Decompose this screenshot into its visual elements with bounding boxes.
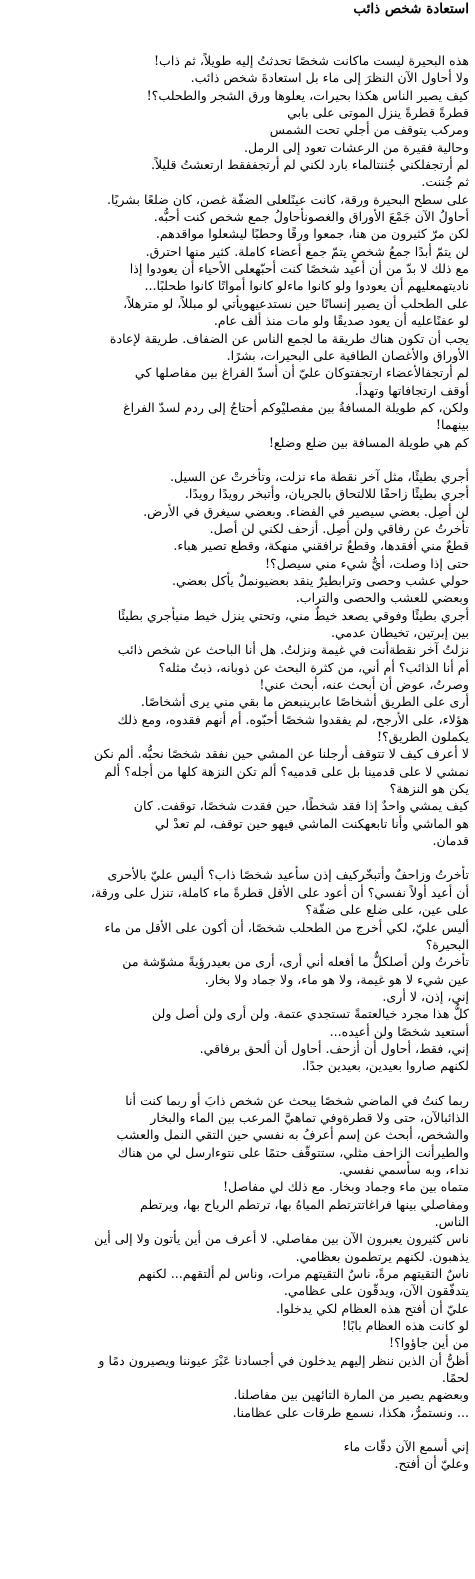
poem-line: ناسٌ التقيتهم مرةً، ناسٌ التقيتهم مرات، وناس لم ألتقهم... لكنهم — [137, 1266, 469, 1282]
poem-line: كيف يصير الناس هكذا بحيرات، يعلوها ورق الشجر والطحلب؟! — [146, 87, 469, 103]
poem-line: لكن مرّ كثيرون من هنا، جمعوا ورقًا وحطبًا ليشعلوا مواقدهم. — [155, 226, 469, 242]
stanza — [5, 866, 469, 1074]
poem-line: عين شيء لا هو غيمة، ولا هو ماء، ولا جماد ولا بخار. — [204, 971, 469, 987]
poem-line: وحالية فقيرة من الرعشات تعود إلى الرمل. — [243, 139, 469, 155]
poem-line: هو الماشي وأنا تابعهكنت الماشي فيهو حين توقف، لم تعدْ لي — [154, 815, 469, 831]
poem-line: عليّ أن أفتح هذه العظام لكي يدخلوا. — [276, 1300, 469, 1316]
poem-line: لكنهم صاروا بعيدين، بعيدين جدًا. — [301, 1058, 469, 1074]
poem-line: لا أعرف كيف لا تتوقف أرجلنا عن المشي حين نفقد شخصًا نحبُّه. ألم نكن — [93, 746, 469, 762]
poem-line: لن أصِل. بعضي سيصير في الفضاء. وبعضي سيغرق في الأرض. — [143, 503, 469, 519]
poem-line: مع ذلك لا بدّ من أن أعيد شخصًا كنت أحبّهعلى الأحياء أن يعودوا إذا — [129, 261, 469, 277]
poem-line: على عين، على ضلع على ضفّة؟ — [305, 902, 469, 918]
poem-line: الناس. — [434, 1214, 469, 1229]
poem-line: قدمان. — [432, 833, 469, 849]
poem-line: قطعٌ مني أفقدها، وقطعٌ ترافقني منهكة، وقطع تصير هباء. — [173, 538, 469, 554]
poem-line: أرى على الطريق أشخاصًا عابرينبعض ما بقي مني يرى أشخاصًا. — [140, 694, 469, 710]
poem-line: لحمًا. — [441, 1370, 469, 1386]
poem-line: ومفاصلي بينها فراغاتترتطم المياهُ بها، ترتطم الرياح بها، ويرتطم — [140, 1196, 469, 1212]
poem-line: قطرةً قطرةً ينزل الموتى على بابي — [287, 105, 469, 121]
poem-line: والطيرأنت الزاحف مثلي، ستتوقّف حتمًا على نتوءارسل لي من هناك — [117, 1144, 469, 1160]
poem-line: لن يتمّ أبدًا جمعُ شخصٍ يتمّ جمع أعضاء كاملة. كثير منها احترق. — [145, 243, 469, 259]
poem-line: ومركب يتوقف من أجلي تحت الشمس — [269, 122, 469, 138]
poem-line: والشخص، أبحث عن إسم أعرفُ به نفسي حين التقي النمل والعشب — [116, 1127, 469, 1143]
poem-line: أم أنا الذائب؟ أم أني، من كثرة البحث عن ذوبانه، ذبتُ مثله؟ — [158, 659, 469, 675]
poem-line: وبعضهم يصير من المارة التائهين بين مفاصلنا. — [233, 1387, 469, 1403]
poem-line: وصرتُ، عوض أن أبحث عنه، أبحث عني! — [259, 677, 469, 693]
poem-line: كلُّ هذا مجرد خيالعتمةً تستجدي عتمة. ولن أرى ولن أصل ولن — [151, 1006, 469, 1022]
poem-line: إني، إذن، لا أرى. — [382, 988, 469, 1004]
poem-line: الذائبالآن، حتى ولا قطرةوفي تماهيَّ المرعب بين الماء والبخار — [150, 1109, 469, 1125]
poem-line: ناس كثيرون يعبرون الآن بين مفاصلي. لا أعرف من أين يأتون ولا إلى أين — [94, 1231, 469, 1247]
poem-line: نمشي لا على قدمينا بل على قدميه؟ ألم تكن النزهة كلها من أجله؟ ألم — [104, 763, 469, 779]
poem-line: أن أعيد أولاً نفسي؟ أن أعود على الأقل قطرةً ماء كاملة، تنزل على ورقة، — [90, 884, 469, 900]
poem-line: تأخرتُ ولن أصلكلٌّ ما أفعله أني أرى، أرى من بعيدرؤيةً مشوّشة من — [122, 954, 469, 970]
poem-line: حولي عشب وحصى وترابطيرٌ ينقد بعضيونملٌ يأكل بعضي. — [172, 572, 469, 588]
poem-line: ثم جُننت. — [421, 174, 469, 190]
poem-line: نداء، وبه سأسمي نفسي. — [338, 1161, 469, 1177]
poem-line: على الطحلب أن يصير إنسانًا حين نستدعيهويأتي لو مبللاً، لو مترهلاً، — [123, 295, 469, 311]
poem-line: متماه بين ماء وجماد وبخار. مع ذلك لي مفاصل! — [222, 1179, 469, 1195]
stanza — [5, 1092, 469, 1422]
poem-line: أحاولُ الآن جَمْعَ الأوراق والغصونأحاولُ جمع شخص كنت أحبُّه. — [153, 209, 469, 225]
poem-line: هؤلاء، على الأرجح، لم يفقدوا شخصًا أحبّوه. أم أنهم فقدوه، ومع ذلك — [117, 711, 469, 727]
stanza — [5, 1438, 469, 1473]
poem-line: إني، فقط، أحاول أن أزحف. أحاول أن ألحق برفاقي. — [199, 1040, 469, 1056]
poem-line: أجري بطيئًا زاحفًا للالتحاق بالجريان، وأتبخر رويدًا رويدًا. — [184, 486, 469, 502]
poem-line: بينهما! — [435, 417, 469, 433]
poem-line: بين إبرتين، تخيطان عدمي. — [330, 625, 469, 640]
poem-line: تأخرتُ عن رفاقي ولن أصِل. أزحف لكني لن أصل. — [209, 520, 469, 536]
poem-line: لم أرتجفالأعضاء ارتجفتوكان عليّ أن أسدّ الفراغ بين مفاصلها كي — [134, 365, 469, 381]
poem-line: ربما كنتُ في الماضي شخصًا يبحث عن شخص ذابَ أو ربما كنت أنا — [125, 1092, 469, 1108]
poem-line: وبعضي للعشب والحصى والتراب. — [295, 590, 469, 606]
poem-line: لم أرتجفلكني جُننتالماء بارد لكني لم أرتجففقط ارتعشتُ قليلاً. — [150, 157, 469, 173]
poem-line: يكملون الطريق؟! — [376, 729, 469, 745]
poem-line: لو عفنًاعليه أن يعود صديقًا ولو مات منذ ألف عام. — [213, 313, 469, 329]
poem-line: كم هي طويلة المسافة بين ضلع وضلع! — [268, 434, 469, 450]
poem-line: نزلتُ آخر نقطةأنت في غيمة ونزلتُ. هل أنا الباحث عن شخص ذائب — [117, 642, 469, 658]
poem-line: أوقف ارتجافاتها وتهدأ. — [354, 382, 469, 398]
poem-line: ولا أحاول الآن النظرَ إلى ماء بل استعادةَ شخص ذائب. — [190, 70, 469, 86]
poem-line: يجب أن تكون هناك طريقة ما لجمع الناس عن الضفاف. طريقة لإعادة — [109, 330, 469, 346]
poem-line: تأخرتُ وزاحفٌ وأتبخّركيف إذن سأعيد شخصًا ذاب؟ أليس عليّ بالأحرى — [107, 867, 469, 883]
poem-body — [5, 52, 469, 1473]
poem-line: يذهبون. لكنهم يرتطمون بعظامي. — [295, 1248, 469, 1264]
page-title: استعادة شخص ذائب — [353, 1, 469, 17]
poem-line: يكن هو النزهة؟ — [389, 781, 469, 797]
poem-line: إني أسمع الآن دقّات ماء — [343, 1439, 469, 1455]
poem-line: هذه البحيرة ليست ماكانت شخصًا تحدثتُ إليه طويلاً، ثم ذاب! — [154, 53, 469, 68]
poem-line: أليس عليّ، لكي أخرج من الطحلب شخصًا، أن أكون على الأقل من ماء — [104, 919, 469, 935]
stanza — [5, 468, 469, 850]
poem-line: كيف يمشي واحدٌ إذا فقد شخطًا، حين فقدت شخصًا، توقفت. كان — [133, 798, 469, 814]
poem-line: من أين جاؤوا؟! — [389, 1335, 469, 1351]
poem-line: أستعيد شخصًا ولن أعيده... — [329, 1023, 469, 1039]
poem-line: أظنُّ أن الذين ننظر إليهم يدخلون في أجسادنا عَبْرَ عيوننا ويصيرون دمًا و — [98, 1352, 469, 1368]
poem-line: أجري بطيئًا وفوقي يصعد خيطٌ مني، وتحتي ينزل خيط منيأجري بطيئًا — [117, 607, 469, 623]
poem-line: وعليّ أن أفتح. — [394, 1456, 469, 1472]
poem-line: الأوراق والأغصان الطافية على البحيرات، بشرًا. — [226, 347, 469, 363]
poem-line: يتدفّقون الآن، ويدقّون على عظامي. — [283, 1283, 469, 1299]
poem-line: ولكن، كم طويلة المسافةُ بين مفصليْوكم أحتاجُ إلى ردم لسدّ الفراغ — [123, 399, 469, 415]
poem-line: حتى إذا وصلت، أيُّ شيء مني سيصل؟! — [264, 555, 469, 571]
poem-line: ناديتهمعليهم أن يعودوا ولو كانوا ماءلو كانوا أمواتًا كانوا طحلبًا... — [144, 278, 469, 294]
poem-line: على سطح البحيرة ورقة، كانت عينًلعلى الضفّة غصن، كان ضلعًا بشريًا. — [107, 191, 469, 207]
stanza — [5, 191, 469, 451]
poem-line: لو كانت هذه العظام بابًا! — [341, 1318, 469, 1334]
poem-line: ... ونستمرُّ، هكذا، نسمع طرقات على عظامنا. — [232, 1404, 469, 1420]
poem-line: أجري بطيئًا، مثل آخر نقطة ماء نزلت، وتأخرتْ عن السيل. — [170, 468, 469, 484]
poem-line: البحيرة؟ — [425, 936, 469, 952]
stanza — [5, 52, 469, 191]
